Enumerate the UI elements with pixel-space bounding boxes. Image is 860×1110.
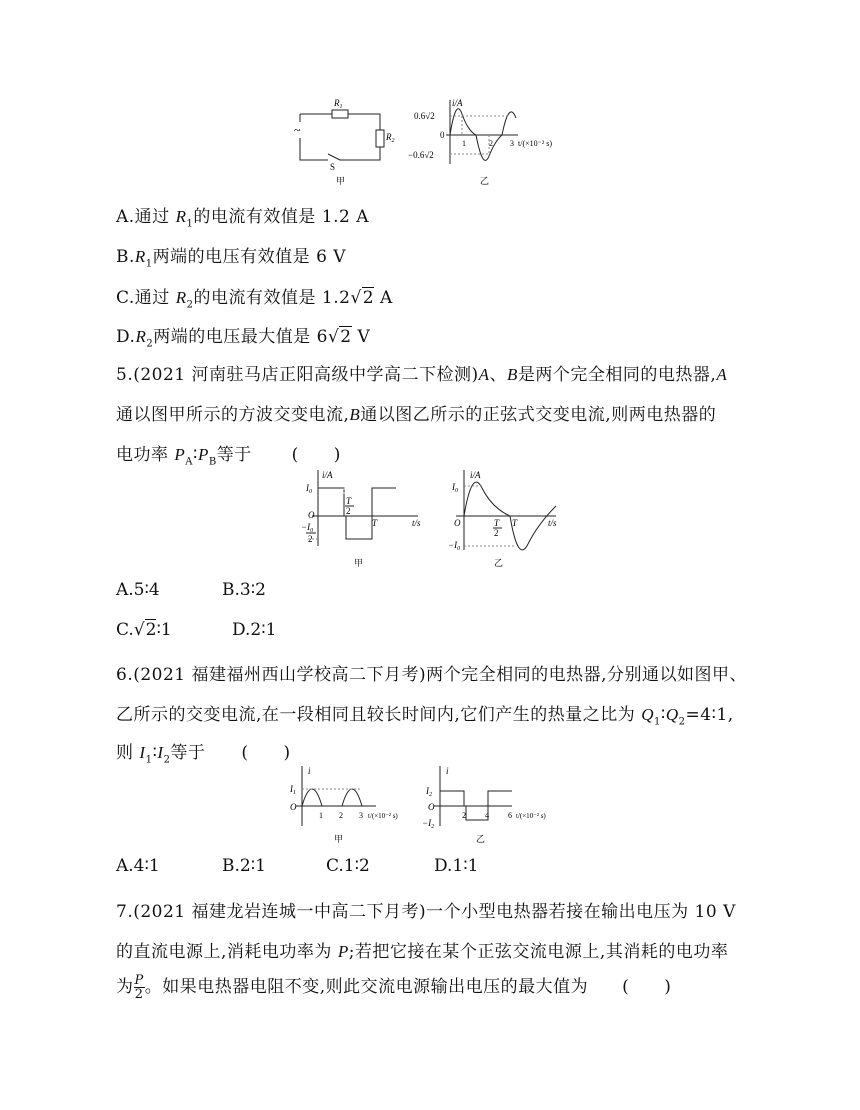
y-axis-label-right-q6: i [446,766,449,776]
ac-source-symbol: ~ [294,123,301,137]
tick-right-4: 4 [485,811,489,820]
caption-yi: 乙 [480,176,490,186]
sine-wave-graph [456,470,556,550]
q4-figure-svg [290,92,590,187]
q4-figure [290,92,590,187]
q4-option-b[interactable]: $B.R_1$两端的电压有效值是 6 V [116,247,347,270]
r2-label: $R_2$ [386,132,395,144]
q4-option-d[interactable]: $D.R_2$两端的电压最大值是 6√2 V [116,327,371,350]
tick-right-6: 6 [508,811,512,820]
caption-jia: 甲 [336,176,346,186]
switch-label: S [330,162,336,172]
tick-left-1: 1 [319,811,323,820]
q6-option-a[interactable]: A.4∶1 [116,856,160,876]
neg-i2-label: $-I_2$ [422,818,435,830]
q5-figure [298,466,568,572]
q6-stem-line2: 乙所示的交变电流,在一段相同且较长时间内,它们产生的热量之比为 $Q_1∶Q_2=4∶1$, [116,705,734,728]
y-axis-label-left: i/A [322,470,333,480]
q5-answer-paren: ( ) [291,445,341,465]
q4-option-a[interactable]: A.通过 $R_1$的电流有效值是 1.2 A [116,207,369,230]
q5-option-d[interactable]: D.2∶1 [232,620,277,640]
q5-option-a[interactable]: A.5∶4 [116,580,160,600]
tick-left-2: 2 [339,811,343,820]
t-axis-right-q6: t/(×10⁻² s) [516,812,546,820]
y-axis-label: i/A [452,98,463,108]
t-axis-left-q6: t/(×10⁻² s) [368,812,398,820]
t-axis-left: t/s [412,518,421,528]
q6-figure-svg [286,762,576,848]
current-graph [446,100,518,164]
q6-answer-paren: ( ) [241,743,291,763]
tick-2: 2 [489,139,493,148]
caption-yi-q5: 乙 [494,558,504,568]
tick-3: 3 [510,139,514,148]
x-axis-label: t/(×10⁻² s) [518,139,553,148]
q7-stem-line1: 7.(2021 福建龙岩连城一中高二下月考)一个小型电热器若接在输出电压为 10 V [116,902,736,922]
origin-right-q6: O [428,802,435,812]
circuit-diagram [300,110,384,160]
neg-half-label: $-I_0$ [301,522,314,534]
q7-answer-paren: ( ) [622,977,672,997]
resistor-r1 [332,110,348,118]
q6-option-c[interactable]: C.1∶2 [326,856,370,876]
resistor-r2 [376,130,384,147]
q5-stem-line3: 电功率 $P_A∶P_B$等于 ( ) [116,445,341,468]
q5-option-c[interactable]: C.√2∶1 [116,620,172,640]
y-min-label: −0.6√2 [408,150,434,160]
q5-stem-line2: 通以图甲所示的方波交变电流,B通以图乙所示的正弦式交变电流,则两电热器的 [116,405,717,425]
neg-i0-label: $-I_0$ [448,540,461,552]
y-axis-label-right: i/A [470,470,481,480]
y-max-label: 0.6√2 [414,111,435,121]
i0-label-right: $I_0$ [452,482,458,494]
caption-jia-q6: 甲 [334,834,344,844]
origin-left-q6: O [290,802,297,812]
q5-stem-line1: 5.(2021 河南驻马店正阳高级中学高二下检测)A、B是两个完全相同的电热器,A [116,365,728,385]
q6-figure [286,762,576,848]
q4-option-c[interactable]: C.通过 $R_2$的电流有效值是 1.2√2 A [116,288,393,311]
tick-right-2: 2 [462,811,466,820]
origin-left: O [308,510,315,520]
i2-label: $I_2$ [426,786,432,798]
p-over-2-fraction: $\frac{P}{2}$ [134,973,144,1002]
tick-1: 1 [462,139,466,148]
t-label-right: T [512,518,518,528]
q6-stem-line1: 6.(2021 福建福州西山学校高二下月考)两个完全相同的电热器,分别通以如图甲、 [116,665,748,685]
tick-left-3: 3 [359,811,363,820]
q6-option-b[interactable]: B.2∶1 [222,856,266,876]
origin-label: 0 [440,130,445,140]
t-half-num-left: T [346,496,352,506]
q6-stem-line3: 则 $I_1∶I_2$等于 ( ) [116,743,291,766]
r1-label: $R_1$ [334,98,343,110]
t-half-den-right: 2 [494,528,499,538]
q6-option-d[interactable]: D.1∶1 [434,856,479,876]
i1-label: $I_1$ [290,784,296,796]
square-wave-graph [308,470,418,546]
i0-label-left: $I_0$ [306,483,312,495]
t-half-den-left: 2 [346,506,351,516]
q7-stem-line2: 的直流电源上,消耗电功率为 P;若把它接在某个正弦交流电源上,其消耗的电功率 [116,942,729,962]
y-axis-label-left-q6: i [308,766,311,776]
neg-half-den: 2 [308,534,313,544]
t-half-num-right: T [494,518,500,528]
t-label-left: T [372,518,378,528]
q5-figure-svg [298,466,568,572]
origin-right: O [454,518,461,528]
caption-yi-q6: 乙 [476,834,486,844]
q7-stem-line3: 为 $\frac{P}{2}$ 。如果电热器电阻不变,则此交流电源输出电压的最大值为 ( ) [116,973,672,1002]
t-axis-right: t/s [548,518,557,528]
q5-option-b[interactable]: B.3∶2 [222,580,266,600]
caption-jia-q5: 甲 [354,558,364,568]
